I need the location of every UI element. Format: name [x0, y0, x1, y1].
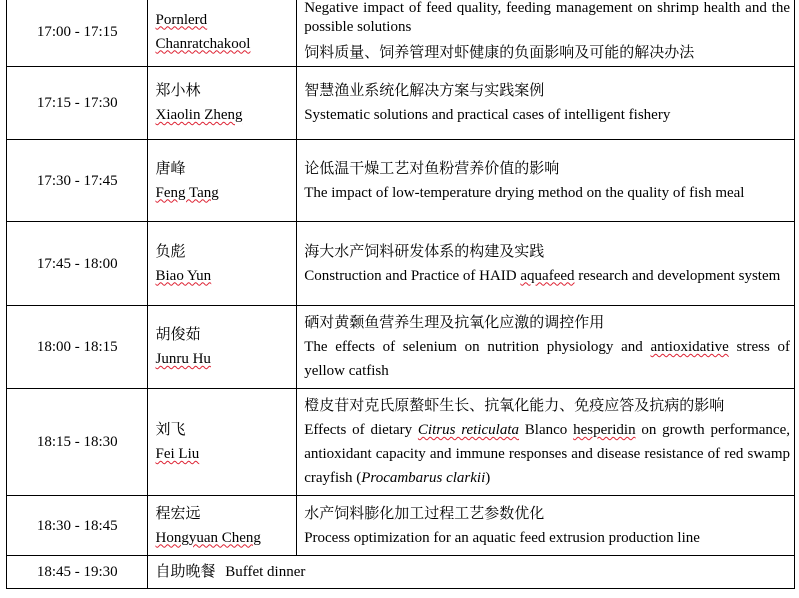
topic-title-cn: 橙皮苷对克氏原螯虾生长、抗氧化能力、免疫应答及抗病的影响 — [304, 398, 725, 414]
speaker-name-cn: 程宏远 — [155, 505, 201, 522]
topic-cell — [297, 67, 795, 140]
time-cell: 18:15 - 18:30 — [7, 389, 148, 496]
topic-cell — [297, 389, 795, 496]
speaker-cell — [148, 222, 297, 306]
speaker-cell — [148, 496, 297, 556]
speaker-name-en: Chanratchakool — [155, 35, 251, 52]
topic-title-en — [304, 335, 790, 383]
text-segment: Procambarus clarkii — [361, 470, 486, 486]
time-cell: 17:15 - 17:30 — [7, 67, 148, 140]
topic-title-en — [304, 418, 790, 490]
event-name-en: Buffet dinner — [225, 564, 306, 580]
text-segment: Effects of dietary — [304, 422, 418, 438]
table-row — [7, 222, 795, 306]
topic-title-cn: 海大水产饲料研发体系的构建及实践 — [304, 243, 545, 260]
time-cell: 17:30 - 17:45 — [7, 140, 148, 222]
speaker-cell — [148, 306, 297, 389]
text-segment: hesperidin — [573, 422, 636, 438]
speaker-name-en: Xiaolin Zheng — [155, 107, 243, 123]
topic-title-en: Negative impact of feed quality, feeding management on shrimp health and the possible solutions — [304, 0, 790, 35]
text-segment: ) — [485, 470, 491, 486]
table-row — [7, 67, 795, 140]
time-cell: 17:45 - 18:00 — [7, 222, 148, 306]
speaker-name-cn: 负彪 — [155, 243, 186, 260]
time-cell: 18:45 - 19:30 — [7, 556, 148, 589]
topic-cell — [297, 0, 795, 67]
speaker-cell — [148, 0, 297, 67]
speaker-name-cn: 刘飞 — [155, 422, 186, 438]
text-segment: aquafeed — [520, 267, 575, 284]
speaker-name-en: Pornlerd — [155, 11, 208, 28]
speaker-cell — [148, 67, 297, 140]
text-segment: The effects of selenium on nutrition physiology and — [304, 339, 651, 355]
speaker-name-cn: 郑小林 — [155, 83, 201, 99]
topic-title-cn: 水产饲料膨化加工过程工艺参数优化 — [304, 505, 545, 522]
text-segment: Citrus reticulata — [417, 422, 519, 438]
topic-title-cn: 饲料质量、饲养管理对虾健康的负面影响及可能的解决办法 — [304, 44, 695, 61]
speaker-name-en: Biao Yun — [155, 267, 212, 284]
speaker-name-cn: 胡俊茹 — [155, 327, 201, 343]
topic-cell — [297, 306, 795, 389]
event-cell — [148, 556, 795, 589]
topic-title-cn: 智慧渔业系统化解决方案与实践案例 — [304, 83, 545, 99]
text-segment: on growth performance, antioxidant capacity and immune responses and disease resistance of red swamp crayfish ( — [304, 422, 790, 486]
topic-cell — [297, 140, 795, 222]
speaker-cell — [148, 389, 297, 496]
time-cell: 18:00 - 18:15 — [7, 306, 148, 389]
speaker-name-en: Hongyuan Cheng — [155, 529, 261, 546]
table-row — [7, 140, 795, 222]
topic-title-cn: 论低温干燥工艺对鱼粉营养价值的影响 — [304, 160, 560, 177]
text-segment: research and development system — [574, 267, 781, 284]
event-name-cn: 自助晚餐 — [155, 564, 216, 580]
speaker-name-en: Feng Tang — [155, 184, 219, 201]
topic-title-cn: 硒对黄颡鱼营养生理及抗氧化应激的调控作用 — [304, 315, 605, 331]
schedule-table — [6, 0, 795, 589]
speaker-name-cn: 唐峰 — [155, 160, 186, 177]
topic-cell — [297, 222, 795, 306]
table-row — [7, 556, 795, 589]
table-row — [7, 496, 795, 556]
topic-title-en: The impact of low-temperature drying method on the quality of fish meal — [304, 184, 745, 201]
table-row — [7, 306, 795, 389]
text-segment: antioxidative — [650, 339, 729, 355]
text-segment: stress of yellow catfish — [304, 339, 790, 379]
topic-title-en: Systematic solutions and practical cases of intelligent fishery — [304, 107, 671, 123]
table-row — [7, 389, 795, 496]
topic-cell — [297, 496, 795, 556]
speaker-name-en: Junru Hu — [155, 351, 211, 367]
text-segment: Blanco — [519, 422, 574, 438]
topic-title-en — [304, 264, 790, 288]
text-segment: Construction and Practice of HAID — [304, 267, 521, 284]
speaker-name-en: Fei Liu — [155, 446, 200, 462]
table-row — [7, 0, 795, 67]
speaker-cell — [148, 140, 297, 222]
time-cell: 17:00 - 17:15 — [7, 0, 148, 67]
topic-title-en: Process optimization for an aquatic feed extrusion production line — [304, 529, 700, 546]
time-cell: 18:30 - 18:45 — [7, 496, 148, 556]
